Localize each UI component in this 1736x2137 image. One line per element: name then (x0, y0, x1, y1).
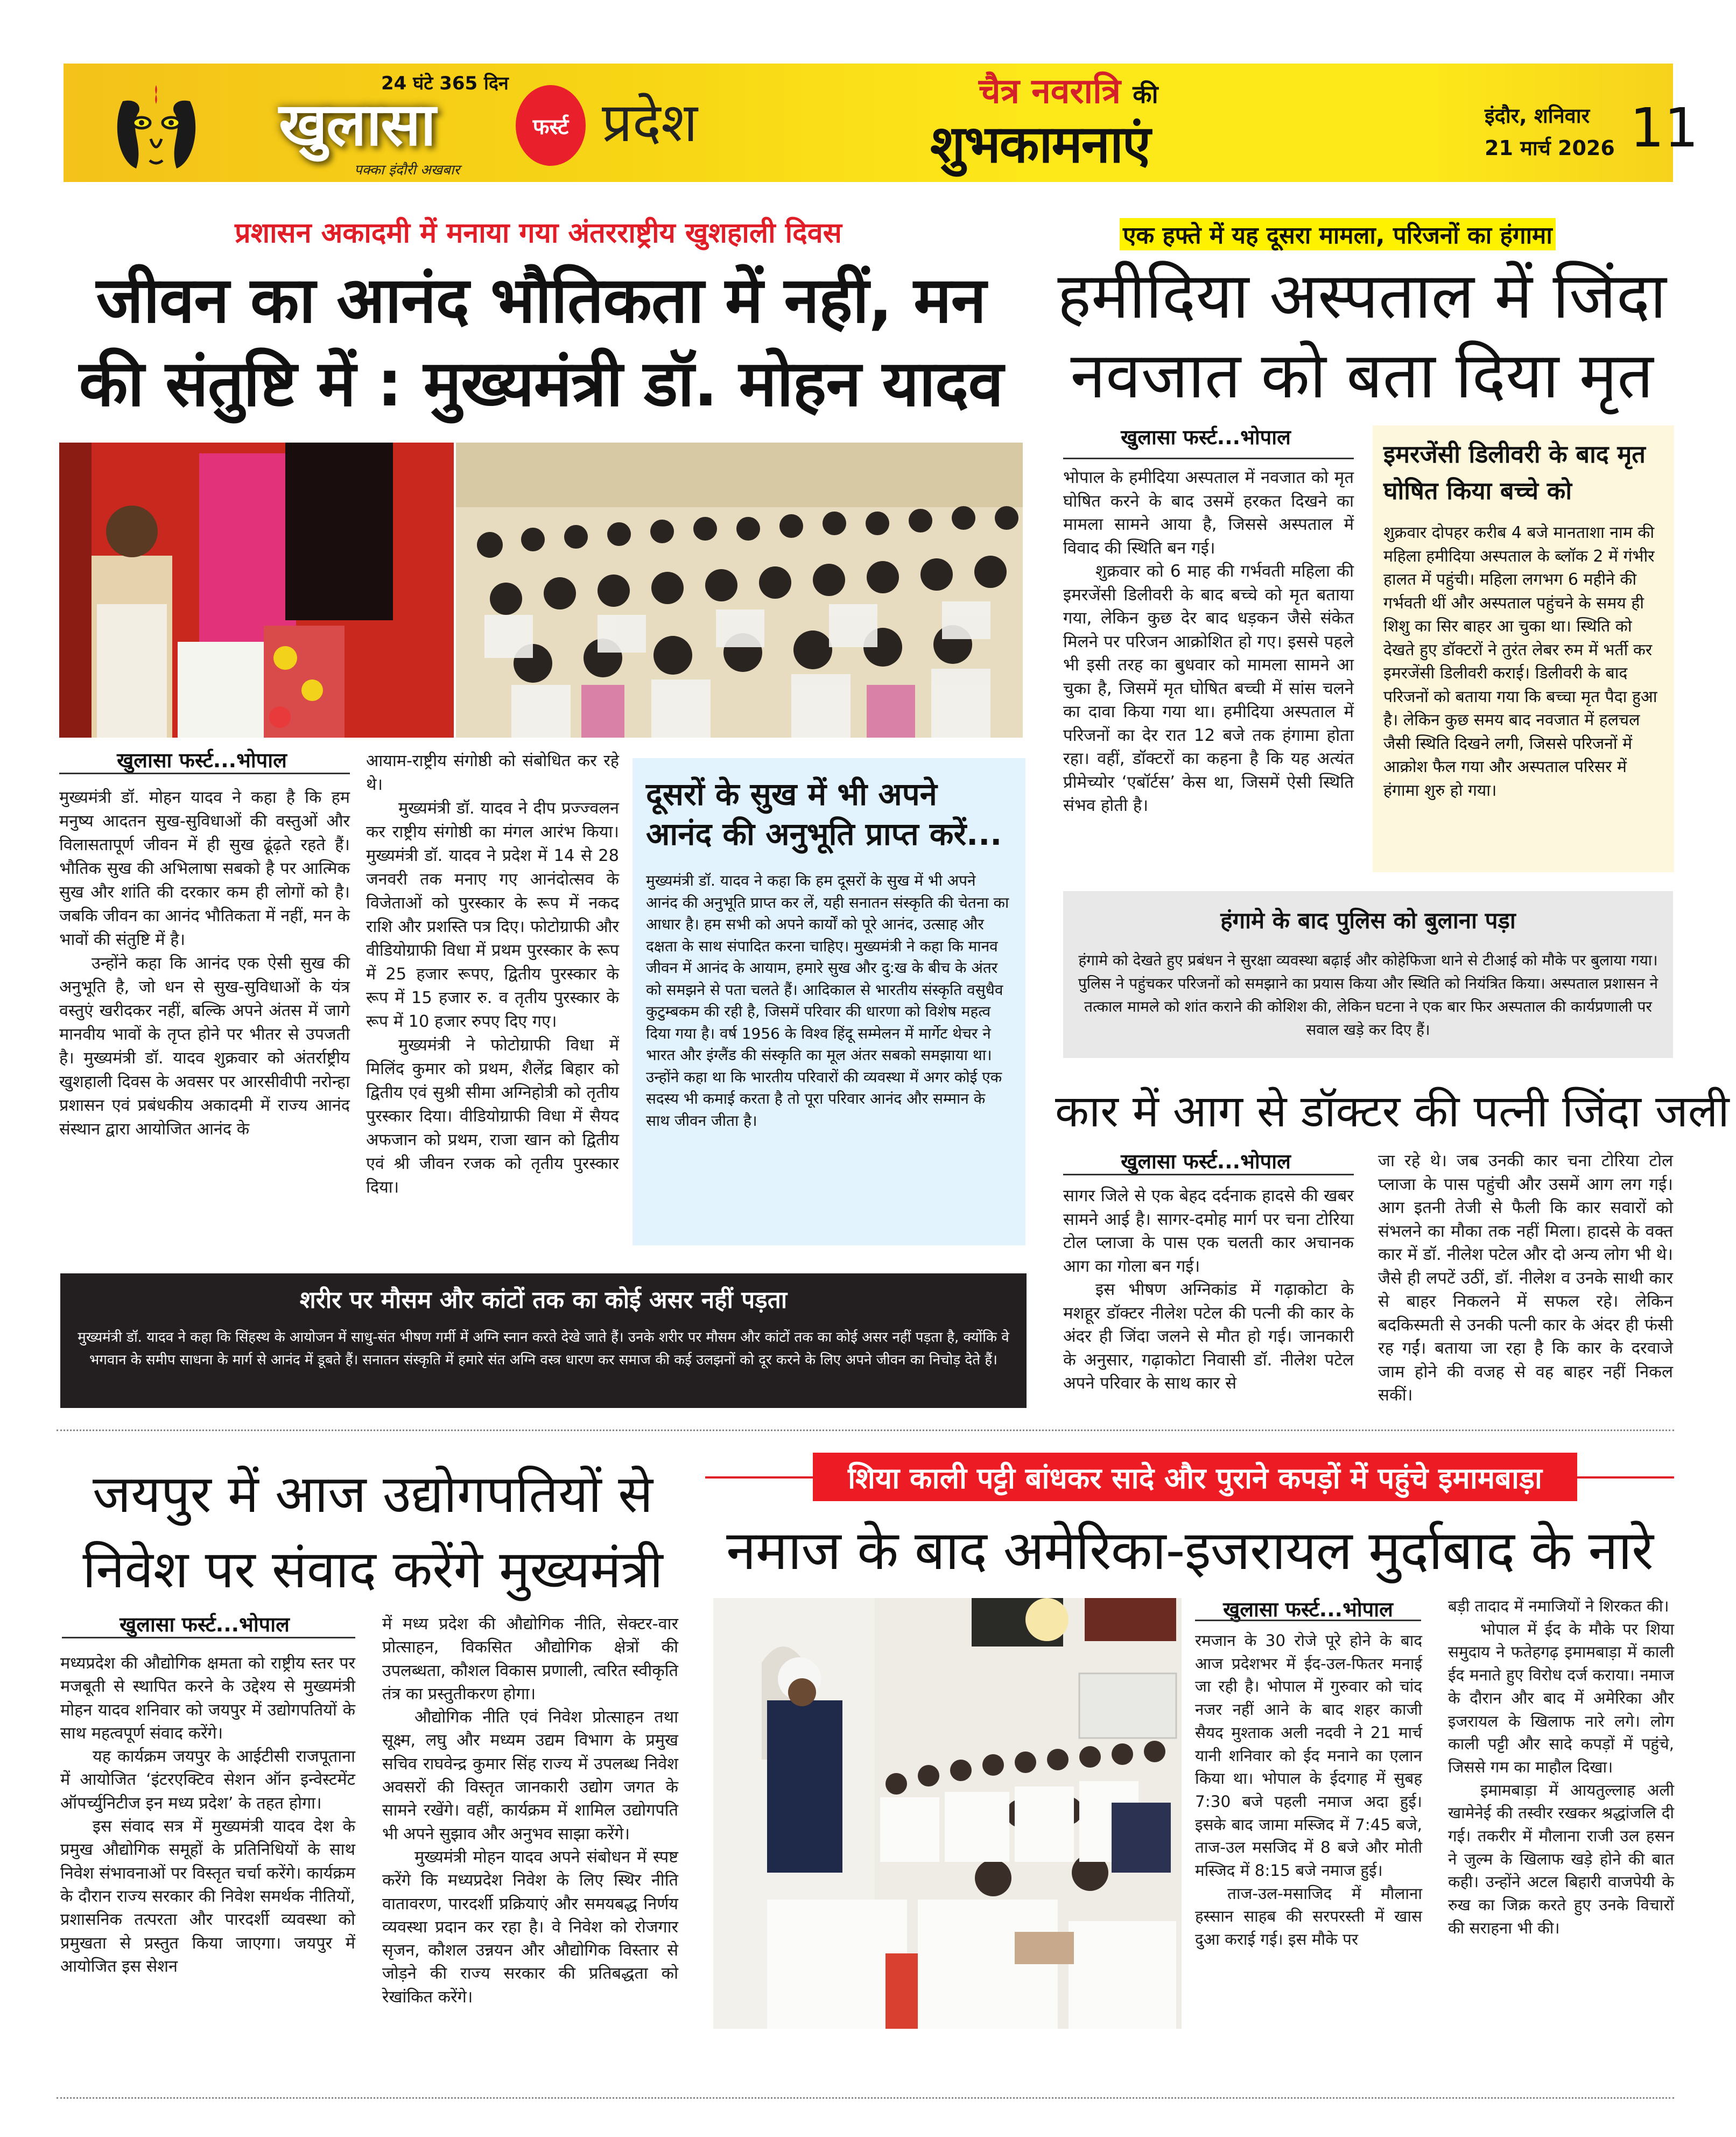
car-fire-byline: खुलासा फर्स्ट...भोपाल (1121, 1150, 1291, 1173)
car-fire-byline-rule (1063, 1174, 1354, 1175)
edition-date: 21 मार्च 2026 (1485, 136, 1615, 160)
hospital-byline-rule (1063, 458, 1354, 459)
sidebar-title: इमरजेंसी डिलीवरी के बाद मृत घोषित किया बच्चे को (1383, 440, 1646, 505)
paragraph: में मध्य प्रदेश की औद्योगिक नीति, सेक्टर-वार प्रोत्साहन, विकसित औद्योगिक क्षेत्रों की उपलब्धता, कौशल विकास प्रणाली, त्वरित स्वीकृति तंत्र का प्रस्तुतीकरण होगा। (382, 1615, 678, 1704)
jaipur-column-1 (60, 1652, 355, 1978)
paragraph: औद्योगिक नीति एवं निवेश प्रोत्साहन तथा सूक्ष्म, लघु और मध्यम उद्यम विभाग के प्रमुख सचिव राघवेन्द्र कुमार सिंह राज्य में उपलब्ध निवेश अवसरों की विस्तृत जानकारी उद्योग जगत के सामने रखेंगे। वहीं, कार्यक्रम में शामिल उद्योगपति भी अपने सुझाव और अनुभव साझा करेंगे। (382, 1708, 678, 1844)
happiness-column-2 (366, 749, 619, 1200)
jaipur-column-2 (382, 1613, 678, 2009)
greeting-suffix: की (1133, 80, 1158, 109)
paragraph: मध्यप्रदेश की औद्योगिक क्षमता को राष्ट्रीय स्तर पर मजबूती से स्थापित करने के उद्देश्य से मुख्यमंत्री मोहन यादव शनिवार को जयपुर में उद्योगपतियों के साथ महत्वपूर्ण संवाद करेंगे। (60, 1654, 355, 1743)
newspaper-logo[interactable]: खुलासा (279, 90, 435, 159)
paragraph: यह कार्यक्रम जयपुर के आईटीसी राजपूताना में आयोजित ‘इंटरएक्टिव सेशन ऑन इन्वेस्टमेंट ऑपर्च्युनिटीज इन मध्य प्रदेश’ के तहत होगा। (60, 1747, 355, 1813)
imambara-headline[interactable]: नमाज के बाद अमेरिका-इजरायल मुर्दाबाद के नारे (726, 1519, 1653, 1582)
hospital-police-box (1063, 891, 1673, 1058)
imambara-column-2 (1448, 1595, 1674, 1940)
paragraph: इस भीषण अग्निकांड में गढ़ाकोटा के मशहूर डॉक्टर नीलेश पटेल की पत्नी की कार के अंदर ही जिंदा जलने से मौत हो गई। जानकारी के अनुसार, गढ़ाकोटा निवासी डॉ. नीलेश पटेल अपने परिवार के साथ कार से (1063, 1280, 1354, 1393)
paragraph: सागर जिले से एक बेहद दर्दनाक हादसे की खबर सामने आई है। सागर-दमोह मार्ग पर चना टोरिया टोल प्लाजा के पास एक चलती कार अचानक आग का गोला बन गई। (1063, 1186, 1354, 1276)
logo-tagline: 24 घंटे 365 दिन (381, 73, 509, 94)
imambara-column-1 (1195, 1629, 1422, 1951)
paragraph: मुख्यमंत्री डॉ. मोहन यादव ने कहा है कि हम मनुष्य आदतन सुख-सुविधाओं की वस्तुओं और विलासतापूर्ण जीवन में ही सुख ढूंढ़ते रहते हैं। भौतिक सुख की अभिलाषा सबको है पर आत्मिक सुख और शांति की दरकार कम ही लोगों को है। जबकि जीवन का आनंद भौतिकता में नहीं, मन के भावों की संतुष्टि में है। (59, 788, 350, 949)
paragraph: भोपाल के हमीदिया अस्पताल में नवजात को मृत घोषित करने के बाद उसमें हरकत दिखने का मामला सामने आया है, जिससे अस्पताल में विवाद की स्थिति बन गई। (1063, 468, 1354, 558)
paragraph: जा रहे थे। जब उनकी कार चना टोरिया टोल प्लाजा के पास पहुंची और उसमें आग लग गई। आग इतनी तेजी से फैली कि कार सवारों को संभलने का मौका तक नहीं मिला। हादसे के वक्त कार में डॉ. नीलेश पटेल और दो अन्य लोग भी थे। जैसे ही लपटें उठीं, डॉ. नीलेश व उनके साथी कार से बाहर निकलने में सफल रहे। लेकिन बदकिस्मती से उनकी पत्नी कार के अंदर ही फंसी रह गईं। बताया जा रहा है कि कार के दरवाजे जाम होने की वजह से वह बाहर नहीं निकल सकीं। (1378, 1151, 1673, 1405)
hospital-byline: खुलासा फर्स्ट...भोपाल (1121, 425, 1291, 449)
happiness-column-1 (59, 786, 350, 1141)
page-bottom-divider (57, 2097, 1674, 2099)
paragraph: मुख्यमंत्री ने फोटोग्राफी विधा में मिलिंद कुमार को प्रथम, शैलेंद्र बिहार को द्वितीय एवं सुश्री सीमा अग्निहोत्री को तृतीय पुरस्कार दिया। वीडियोग्राफी विधा में सैयद अफजान को प्रथम, राजा खान को द्वितीय एवं श्री जीवन रजक को तृतीय पुरस्कार दिया। (366, 1036, 619, 1197)
happiness-headline[interactable]: जीवन का आनंद भौतिकता में नहीं, मन की संतुष्टि में : मुख्यमंत्री डॉ. मोहन यादव (79, 263, 1003, 421)
police-box-title: हंगामे के बाद पुलिस को बुलाना पड़ा (1220, 907, 1516, 934)
happiness-highlight-box (632, 758, 1025, 1245)
jaipur-byline: खुलासा फर्स्ट...भोपाल (120, 1613, 290, 1636)
quote-box-title: शरीर पर मौसम और कांटों तक का कोई असर नहीं पड़ता (299, 1286, 788, 1314)
jaipur-byline-rule (62, 1637, 355, 1638)
imambara-prayer-photo (713, 1598, 1182, 2029)
greeting-title (979, 74, 1158, 109)
quote-box-text: मुख्यमंत्री डॉ. यादव ने कहा कि सिंहस्थ के आयोजन में साधु-संत भीषण गर्मी में अग्नि स्नान करते देखे जाते हैं। उनके शरीर पर मौसम और कांटों तक का कोई असर नहीं पड़ता है, क्योंकि वे भगवान के समीप साधना के मार्ग से आनंद में डूबते हैं। सनातन संस्कृति में हमारे संत अग्नि वस्त्र धारण कर समाज की कई उलझनों को दूर करने के लिए अपने जीवन का निचोड़ देते हैं। (78, 1329, 1009, 1368)
page-number: 11 (1630, 96, 1699, 159)
highlight-box-title: दूसरों के सुख में भी अपने आनंद की अनुभूति प्राप्त करें... (646, 776, 1002, 852)
first-badge-text: फर्स्ट (532, 114, 569, 139)
paragraph: शुक्रवार को 6 माह की गर्भवती महिला की इमरजेंसी डिलीवरी के बाद बच्चे को मृत बताया गया, लेकिन कुछ देर बाद धड़कन जैसे संकेत मिलने पर परिजन आक्रोशित हो गए। इससे पहले भी इसी तरह का बुधवार को मामला सामने आ चुका है, जिसमें मृत घोषित बच्ची में सांस चलने का दावा किया गया था। हमीदिया अस्पताल में परिजनों का देर रात 12 बजे तक हंगामा होता रहा। वहीं, डॉक्टरों का कहना है कि यह अत्यंत प्रीमेच्योर ‘एबॉर्टस’ केस था, जिसमें ऐसी स्थिति संभव होती है। (1063, 562, 1354, 815)
paragraph: आयाम-राष्ट्रीय संगोष्ठी को संबोधित कर रहे थे। (366, 752, 619, 794)
section-name: प्रदेश (602, 91, 698, 154)
imambara-byline-rule (1195, 1620, 1421, 1621)
happiness-quote-box (60, 1273, 1027, 1408)
paragraph: मुख्यमंत्री मोहन यादव अपने संबोधन में स्पष्ट करेंगे कि मध्यप्रदेश निवेश के लिए स्थिर नीति वातावरण, पारदर्शी प्रक्रियाएं और समयबद्ध निर्णय व्यवस्था प्रदान कर रहा है। वे निवेश को रोजगार सृजन, कौशल उन्नयन और औद्योगिक विस्तार से जोड़ने की राज्य सरकार की प्रतिबद्धता को रेखांकित करेंगे। (382, 1847, 678, 2007)
section-divider (57, 1430, 1674, 1431)
jaipur-headline[interactable]: जयपुर में आज उद्योगपतियों से निवेश पर संवाद करेंगे मुख्यमंत्री (82, 1464, 663, 1600)
hospital-kicker: एक हफ्ते में यह दूसरा मामला, परिजनों का हंगामा (1120, 218, 1556, 250)
car-fire-column-1 (1063, 1185, 1354, 1396)
greeting-festival: चैत्र नवरात्रि (979, 72, 1121, 111)
happiness-byline: खुलासा फर्स्ट...भोपाल (117, 748, 287, 772)
paragraph: बड़ी तादाद में नमाजियों ने शिरकत की। (1448, 1597, 1669, 1615)
paragraph: रमजान के 30 रोजे पूरे होने के बाद आज प्रदेशभर में ईद-उल-फितर मनाई जा रही है। भोपाल में गुरुवार को चांद नजर नहीं आने के बाद शहर काजी सैयद मुश्ताक अली नदवी ने 21 मार्च यानी शनिवार को ईद मनाने का एलान किया था। भोपाल के ईदगाह में सुबह 7:30 बजे पहली नमाज अदा हुई। इसके बाद जामा मस्जिद में 7:45 बजे, ताज-उल मसजिद में 8 बजे और मोती मस्जिद में 8:15 बजे नमाज हुई। (1195, 1631, 1422, 1880)
highlight-box-text: मुख्यमंत्री डॉ. यादव ने कहा कि हम दूसरों के सुख में भी अपने आनंद की अनुभूति प्राप्त कर लें, यही सनातन संस्कृति की चेतना का आधार है। हम सभी को अपने कार्यों को पूरे आनंद, उत्साह और दक्षता के साथ संपादित करना चाहिए। मुख्यमंत्री ने कहा कि मानव जीवन में आनंद के आयाम, हमारे सुख और दु:ख के बीच के अंतर को समझने से पता चलते हैं। आदिकाल से भारतीय संस्कृति वसुधैव कुटुम्बकम की रही है, जिसमें परिवार की धारणा को विशेष महत्व दिया गया है। वर्ष 1956 के विश्व हिंदू सम्मेलन में मार्गेट थेचर ने भारत और इंग्लैंड की संस्कृति का मूल अंतर सबको समझाया था। उन्होंने कहा था कि भारतीय परिवारों की व्यवस्था में अगर कोई एक सदस्य भी कमाई करता है तो पूरा परिवार आनंद और सम्मान के साथ जीवन जीता है। (646, 872, 1009, 1130)
durga-face-icon (112, 80, 201, 171)
edition-city-day: इंदौर, शनिवार (1485, 104, 1590, 128)
car-fire-column-2 (1378, 1150, 1673, 1407)
hospital-column-1 (1063, 466, 1354, 818)
first-badge (516, 85, 586, 166)
happiness-byline-rule (59, 773, 350, 774)
hospital-headline[interactable]: हमीदिया अस्पताल में जिंदा नवजात को बता दिया मृत (1057, 258, 1667, 412)
car-fire-headline[interactable]: कार में आग से डॉक्टर की पत्नी जिंदा जली (1055, 1086, 1730, 1137)
paragraph: मुख्यमंत्री डॉ. यादव ने दीप प्रज्ज्वलन कर राष्ट्रीय संगोष्ठी का मंगल आरंभ किया। मुख्यमंत्री डॉ. यादव ने प्रदेश में 14 से 28 जनवरी तक मनाए गए आनंदोत्सव के विजेताओं को पुरस्कार के रूप में नकद राशि और प्रशस्ति पत्र दिए। फोटोग्राफी और वीडियोग्राफी विधा में प्रथम पुरस्कार के रूप में 25 हजार रूपए, द्वितीय पुरस्कार के रूप में 15 हजार रु. व तृतीय पुरस्कार के रूप में 10 हजार रुपए दिए गए। (366, 799, 619, 1031)
greeting-wishes: शुभकामनाएं (930, 114, 1150, 174)
paragraph: भोपाल में ईद के मौके पर शिया समुदाय ने फतेहगढ़ इमामबाड़ा में काली ईद मनाते हुए विरोध दर्ज कराया। नमाज के दौरान और बाद में अमेरिका और इजरायल के खिलाफ नारे लगे। लोग काली पट्टी और सादे कपड़ों में पहुंचे, जिससे गम का माहौल दिखा। (1448, 1620, 1674, 1776)
masthead-banner (64, 64, 1699, 182)
sidebar-text: शुक्रवार दोपहर करीब 4 बजे मानताशा नाम की महिला हमीदिया अस्पताल के ब्लॉक 2 में गंभीर हालत में पहुंची। महिला लगभग 6 महीने की गर्भवती थीं और अस्पताल पहुंचने के समय ही शिशु का सिर बाहर आ चुका था। स्थिति को देखते हुए डॉक्टरों ने तुरंत लेबर रुम में भर्ती कर इमरजेंसी डिलीवरी कराई। डिलीवरी के बाद परिजनों को बताया गया कि बच्चा मृत पैदा हुआ है। लेकिन कुछ समय बाद नवजात में हलचल जैसी स्थिति दिखने लगी, जिससे परिजनों में आक्रोश फैल गया और अस्पताल परिसर में हंगामा शुरु हो गया। (1383, 523, 1657, 800)
paragraph: ताज-उल-मसाजिद में मौलाना हस्सान साहब की सरपरस्ती में खास दुआ कराई गई। इस मौके पर (1195, 1884, 1422, 1949)
paragraph: इस संवाद सत्र में मुख्यमंत्री यादव देश के प्रमुख औद्योगिक समूहों के प्रतिनिधियों के साथ निवेश संभावनाओं पर विस्तृत चर्चा करेंगे। कार्यक्रम के दौरान राज्य सरकार की निवेश समर्थक नीतियों, प्रशासनिक तत्परता और पारदर्शी व्यवस्था को प्रमुखता से प्रस्तुत किया जाएगा। जयपुर में आयोजित इस सेशन (60, 1817, 355, 1976)
hospital-sidebar-box (1373, 425, 1674, 872)
imambara-byline: खुलासा फर्स्ट...भोपाल (1223, 1598, 1393, 1621)
logo-subtitle: पक्का इंदौरी अखबार (354, 162, 460, 178)
happiness-event-photo (59, 443, 1023, 738)
imambara-kicker: शिया काली पट्टी बांधकर सादे और पुराने कपड़ों में पहुंचे इमामबाड़ा (813, 1453, 1577, 1501)
happiness-kicker: प्रशासन अकादमी में मनाया गया अंतरराष्ट्रीय खुशहाली दिवस (235, 217, 842, 249)
police-box-text: हंगामे को देखते हुए प्रबंधन ने सुरक्षा व्यवस्था बढ़ाई और कोहेफिजा थाने से टीआई को मौके पर बुलाया गया। पुलिस ने पहुंचकर परिजनों को समझाने का प्रयास किया और स्थिति को नियंत्रित किया। अस्पताल प्रशासन ने तत्काल मामले को शांत कराने की कोशिश की, लेकिन घटना ने एक बार फिर अस्पताल की कार्यप्रणाली पर सवाल खड़े कर दिए हैं। (1078, 951, 1658, 1039)
paragraph: इमामबाड़ा में आयतुल्लाह अली खामेनेई की तस्वीर रखकर श्रद्धांजलि दी गई। तकरीर में मौलाना राजी उल हसन ने जुल्म के खिलाफ खड़े होने की बात कही। उन्होंने अटल बिहारी वाजपेयी के रुख का जिक्र करते हुए उनके विचारों की सराहना भी की। (1448, 1781, 1674, 1937)
paragraph: उन्होंने कहा कि आनंद एक ऐसी सुख की अनुभूति है, जो धन से सुख-सुविधाओं के यंत्र वस्तुएं खरीदकर नहीं, बल्कि अपने अंतस में जागे मानवीय भावों के तृप्त होने पर भीतर से उपजती है। मुख्यमंत्री डॉ. यादव शुक्रवार को अंतर्राष्ट्रीय खुशहाली दिवस के अवसर पर आरसीवीपी नरोन्हा प्रशासन एवं प्रबंधकीय अकादमी में राज्य आनंद संस्थान द्वारा आयोजित आनंद के (59, 954, 350, 1139)
